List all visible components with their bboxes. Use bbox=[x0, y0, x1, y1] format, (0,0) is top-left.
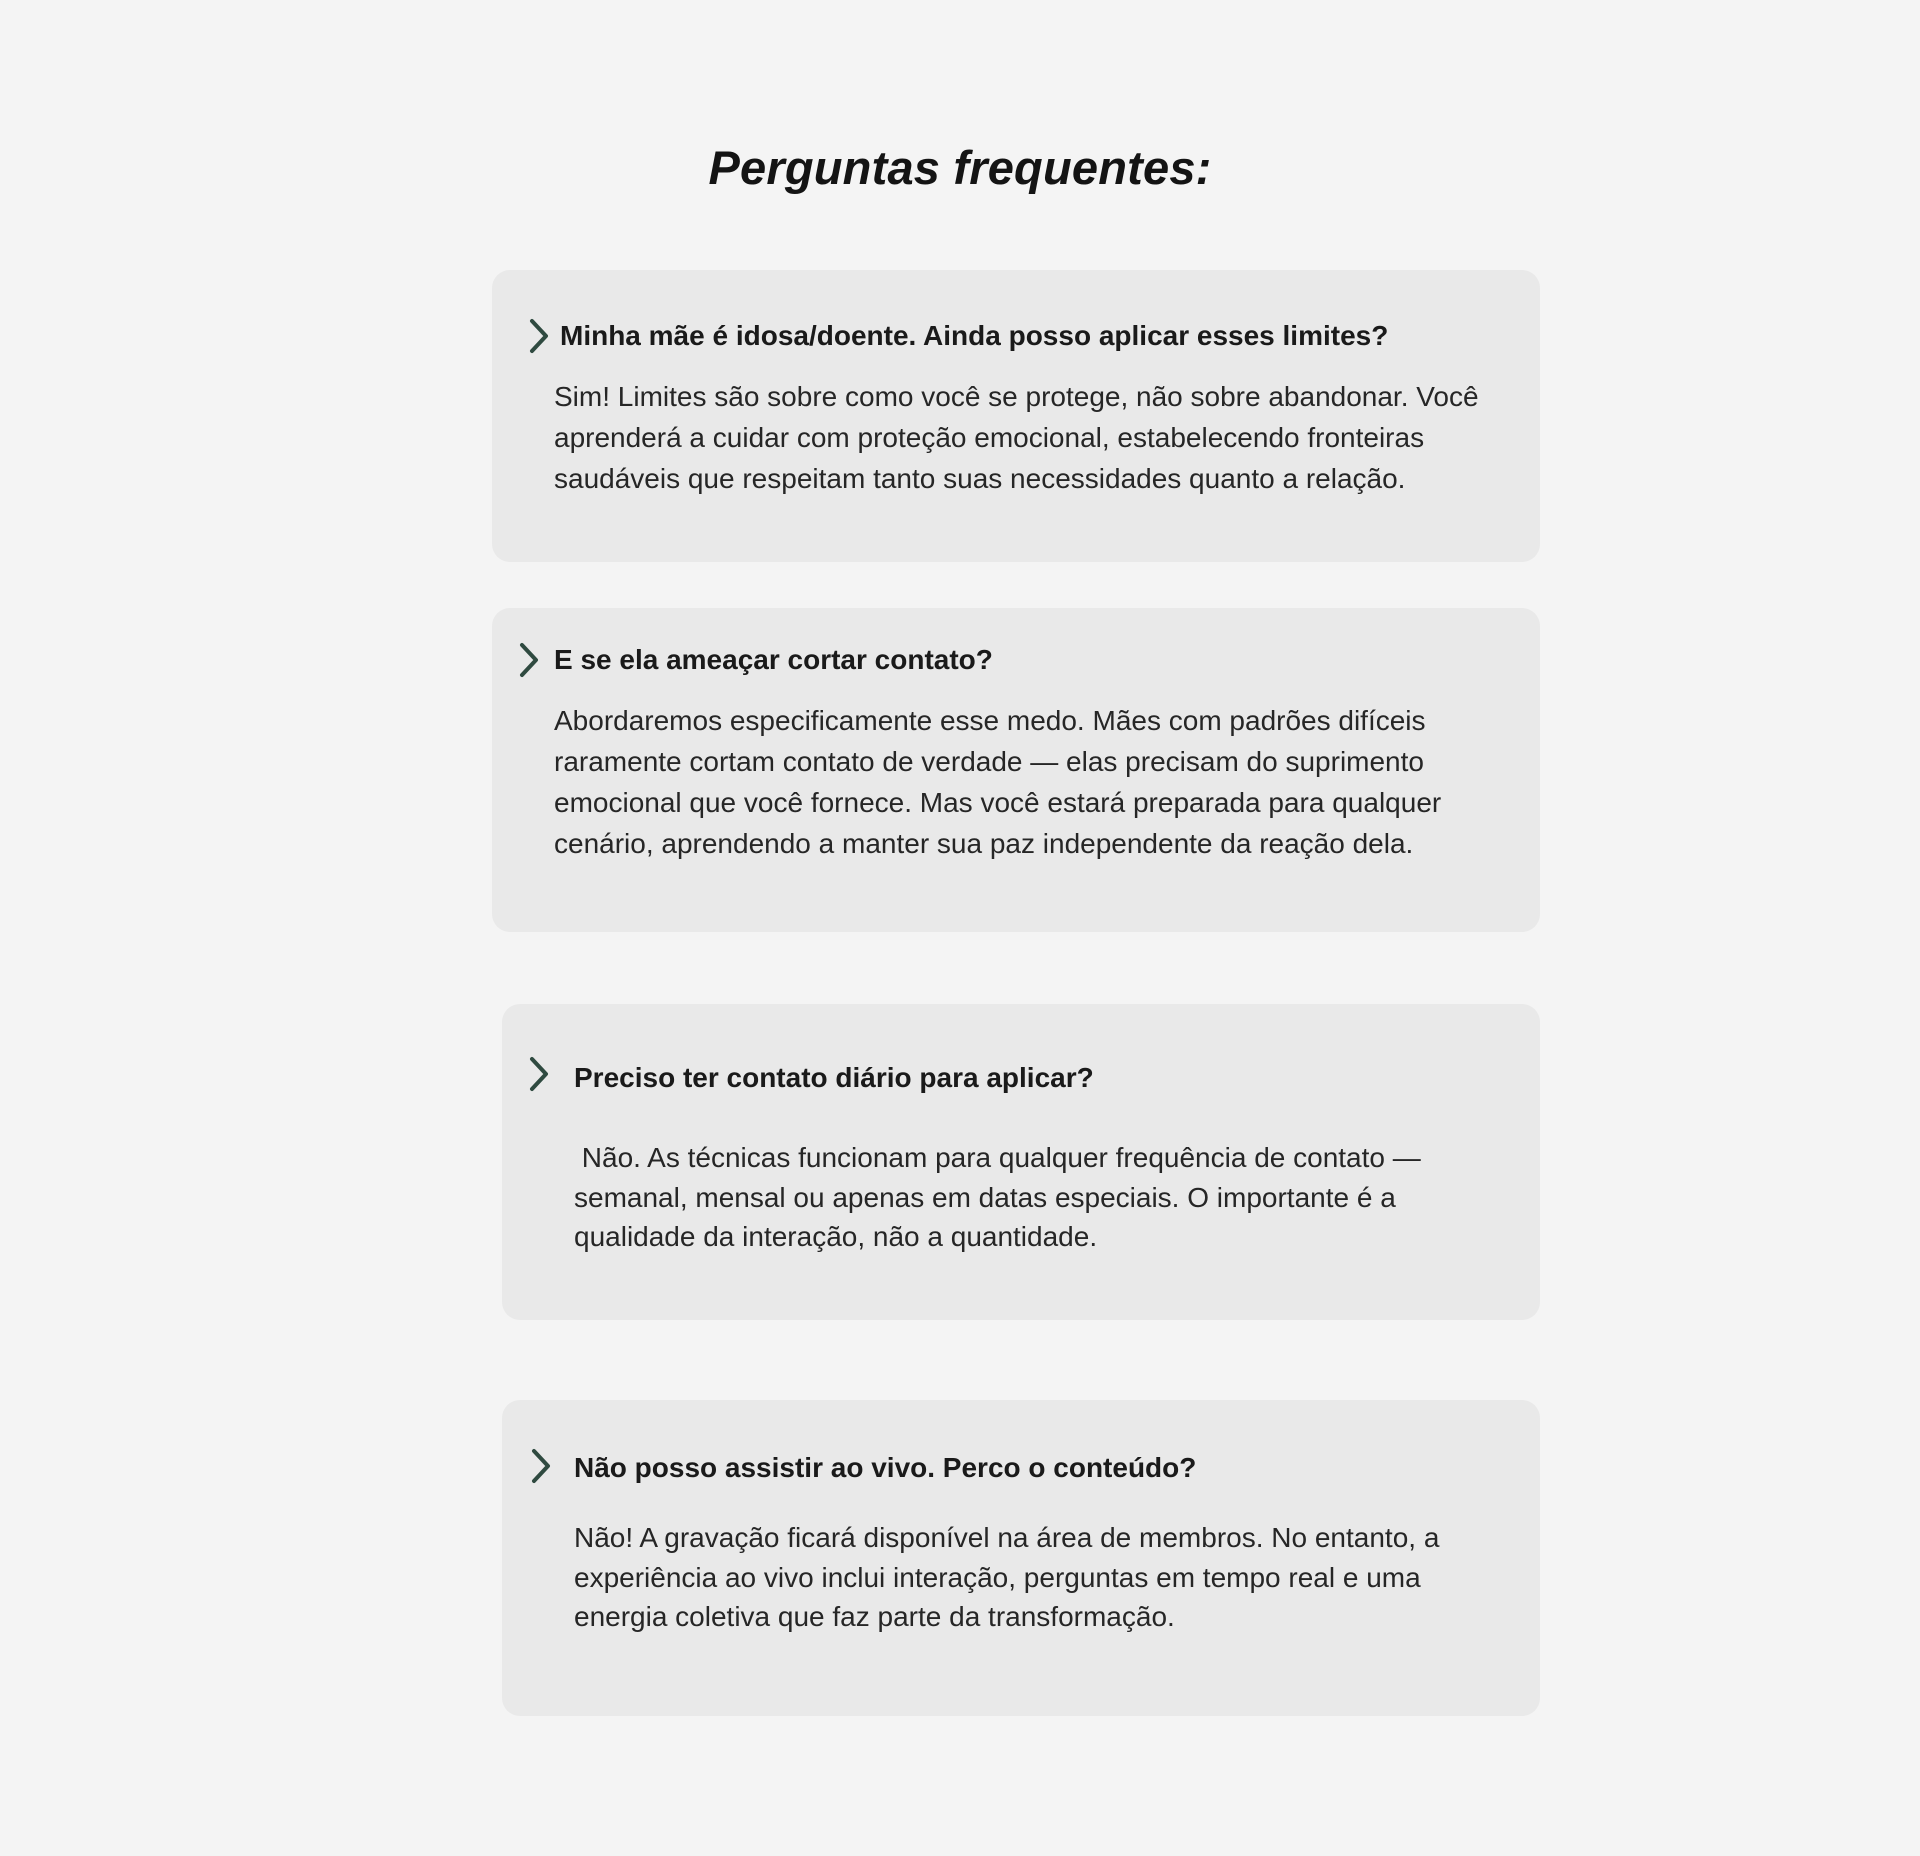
faq-question[interactable]: Minha mãe é idosa/doente. Ainda posso aplicar esses limites? bbox=[560, 320, 1389, 351]
faq-item[interactable] bbox=[502, 1004, 1540, 1320]
faq-question[interactable]: Não posso assistir ao vivo. Perco o conteúdo? bbox=[574, 1452, 1197, 1483]
faq-answer: Não! A gravação ficará disponível na área de membros. No entanto, a experiência ao vivo inclui interação, perguntas em tempo real e uma energia coletiva que faz parte da transformação. bbox=[574, 1522, 1440, 1632]
faq-answer: Não. As técnicas funcionam para qualquer frequência de contato — semanal, mensal ou apenas em datas especiais. O importante é a qualidade da interação, não a quantidade. bbox=[574, 1142, 1429, 1252]
chevron-right-icon[interactable] bbox=[526, 1054, 552, 1094]
faq-answer: Sim! Limites são sobre como você se protege, não sobre abandonar. Você aprenderá a cuidar com proteção emocional, estabelecendo fronteiras saudáveis que respeitam tanto suas necessidades quanto a relação. bbox=[554, 381, 1479, 494]
chevron-right-icon[interactable] bbox=[516, 640, 542, 680]
faq-question[interactable]: E se ela ameaçar cortar contato? bbox=[554, 644, 993, 675]
faq-item[interactable] bbox=[502, 1400, 1540, 1716]
chevron-right-icon[interactable] bbox=[528, 1446, 554, 1486]
faq-title: Perguntas frequentes: bbox=[708, 141, 1212, 194]
faq-question[interactable]: Preciso ter contato diário para aplicar? bbox=[574, 1062, 1094, 1093]
faq-item[interactable] bbox=[492, 608, 1540, 932]
chevron-right-icon[interactable] bbox=[526, 316, 552, 356]
faq-item[interactable] bbox=[492, 270, 1540, 562]
faq-answer: Abordaremos especificamente esse medo. Mães com padrões difíceis raramente cortam contato de verdade — elas precisam do suprimento emocional que você fornece. Mas você estará preparada para qualquer cenário, aprendendo a manter sua paz independente da reação dela. bbox=[554, 705, 1442, 859]
